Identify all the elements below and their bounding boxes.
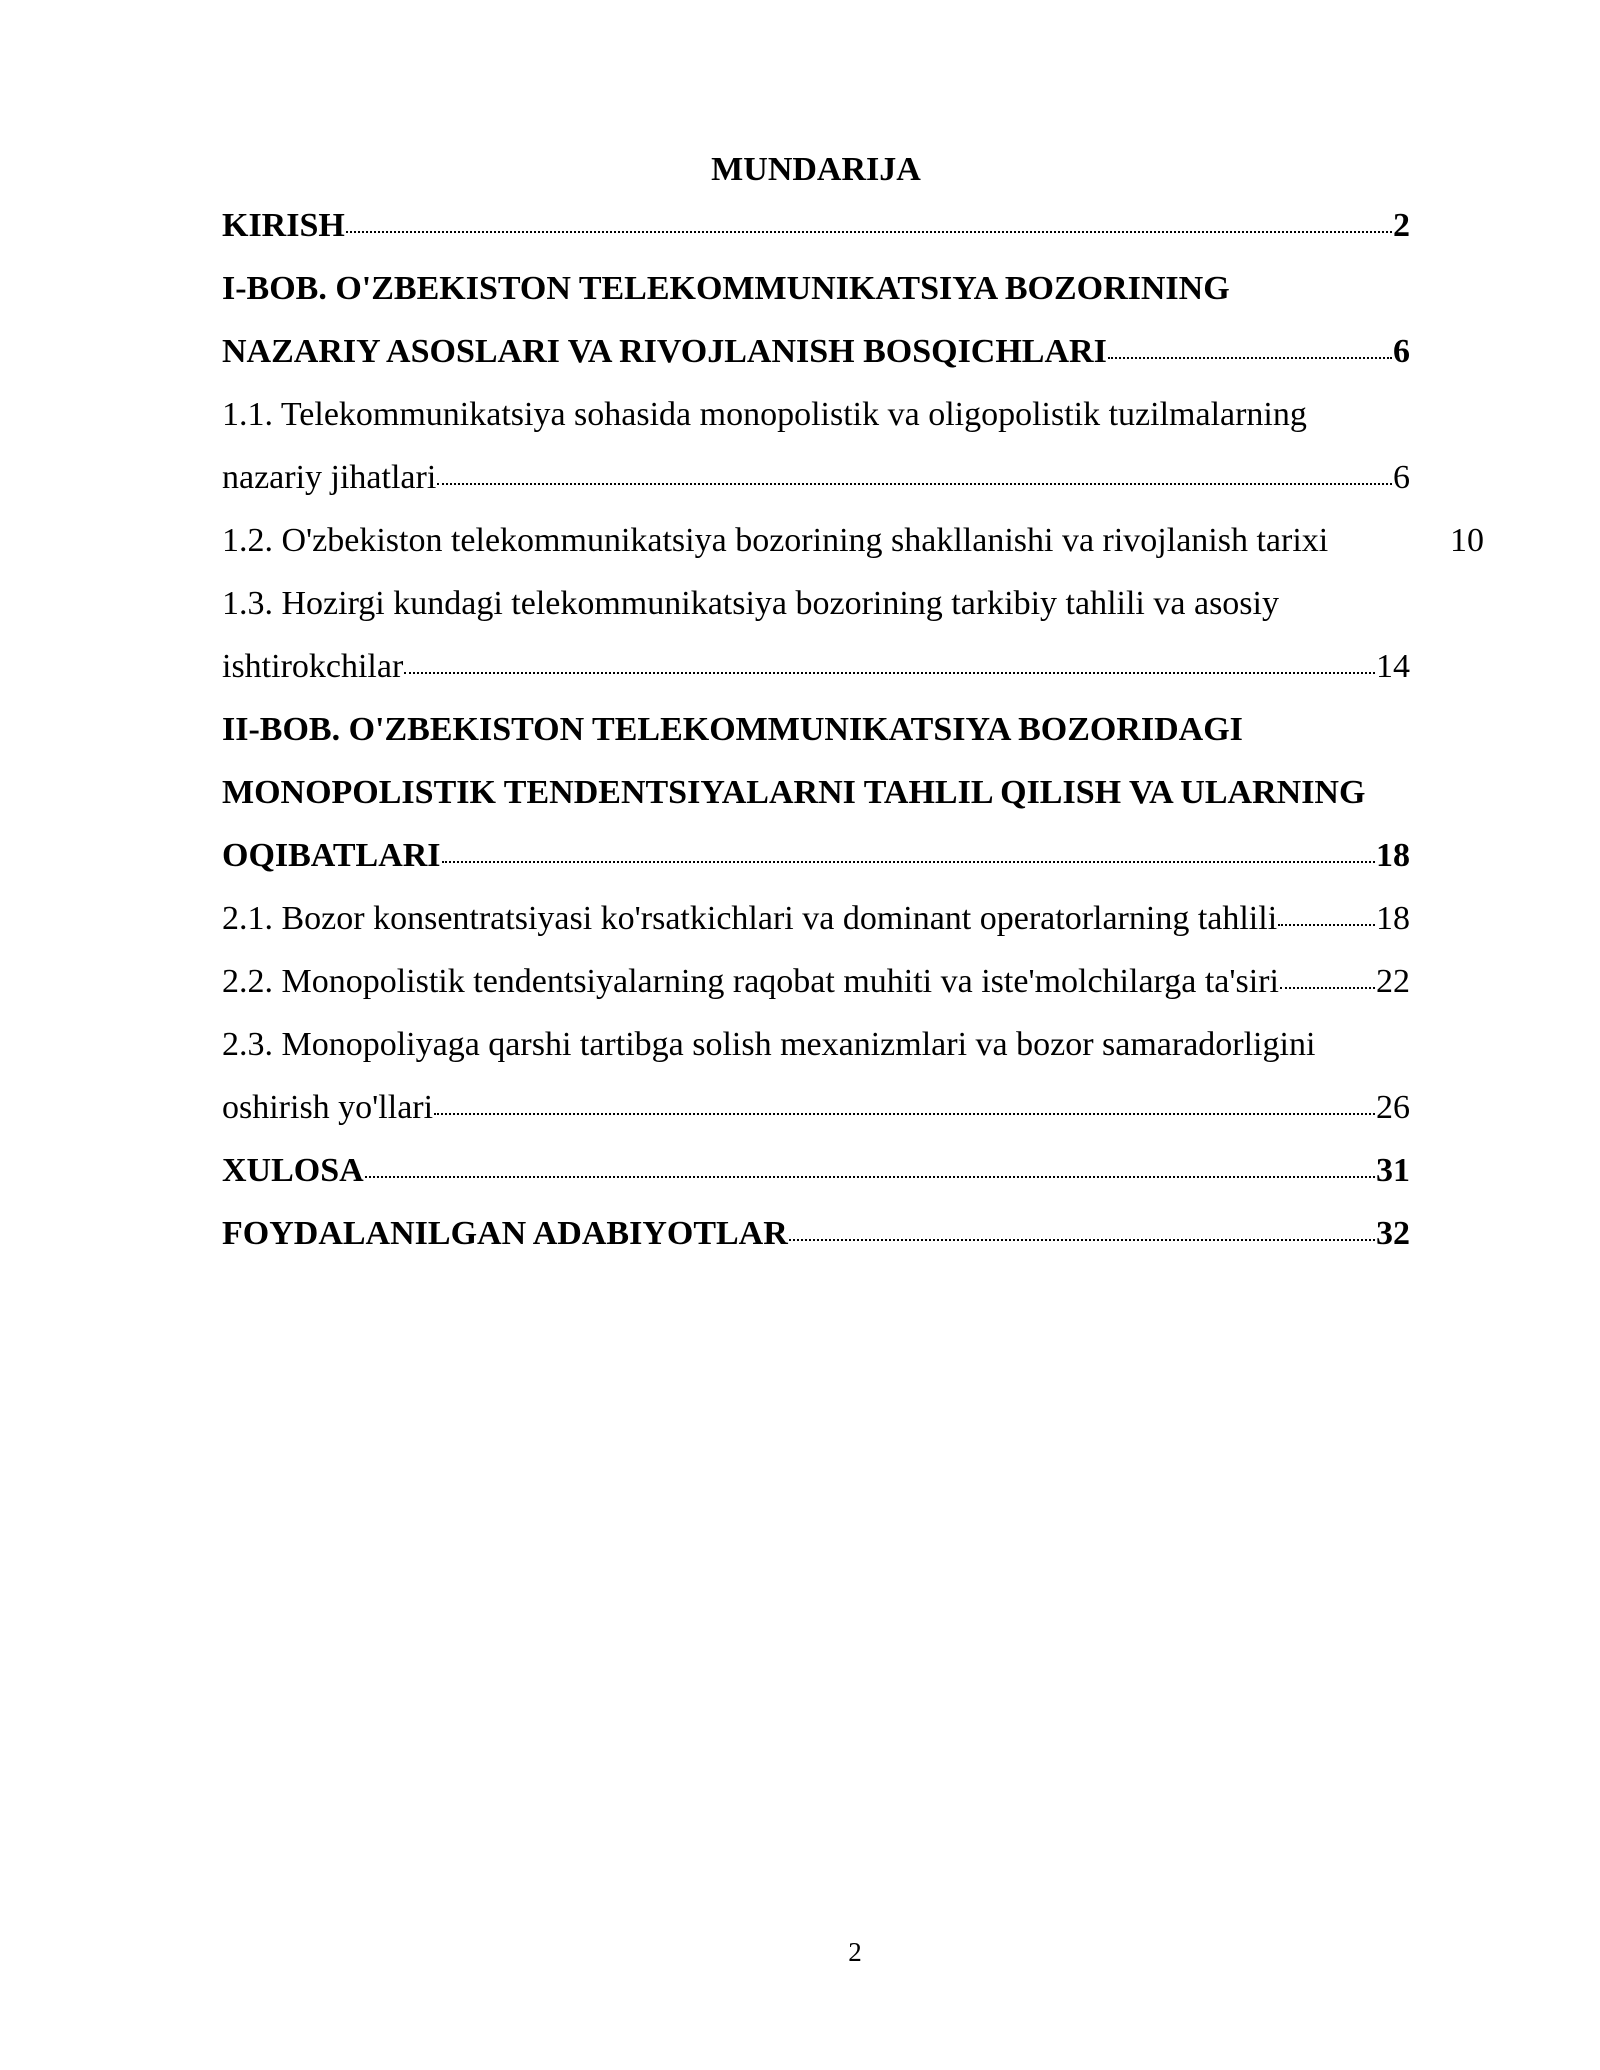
toc-page-number: 6	[1393, 333, 1410, 370]
toc-entry-line	[222, 635, 1410, 698]
toc-page-number: 22	[1376, 963, 1410, 1000]
dot-leader	[442, 861, 1375, 863]
dot-leader	[1280, 987, 1375, 989]
toc-entry-text: MONOPOLISTIK TENDENTSIYALARNI TAHLIL QILISH VA ULARNING	[222, 774, 1366, 811]
toc-title: MUNDARIJA	[711, 151, 921, 188]
toc-page-number: 18	[1376, 900, 1410, 937]
toc-page-number: 6	[1393, 459, 1410, 496]
toc-page-number: 31	[1376, 1152, 1410, 1189]
toc-entry-line	[222, 446, 1410, 509]
toc-entry-text: I-BOB. O'ZBEKISTON TELEKOMMUNIKATSIYA BOZORINING	[222, 270, 1230, 307]
toc-entry-line	[222, 887, 1410, 950]
toc-entry-text: 1.2. O'zbekiston telekommunikatsiya bozorining shakllanishi va rivojlanish tarixi	[222, 522, 1329, 559]
dot-leader	[365, 1176, 1375, 1178]
toc-entry[interactable]	[222, 383, 1422, 509]
toc-entry-text: oshirish yo'llari	[222, 1089, 434, 1126]
toc-entry[interactable]	[222, 194, 1422, 257]
toc-entry-text: nazariy jihatlari	[222, 459, 437, 496]
toc-entry-text: FOYDALANILGAN ADABIYOTLAR	[222, 1215, 788, 1252]
toc-entry-line	[222, 320, 1410, 383]
toc-entry[interactable]	[222, 1202, 1422, 1265]
toc-entry-line	[222, 950, 1410, 1013]
toc-entry-line	[222, 1202, 1410, 1265]
toc-entry[interactable]	[222, 950, 1422, 1013]
toc-entry[interactable]	[222, 257, 1422, 383]
toc-entry[interactable]	[222, 509, 1484, 572]
toc-entry-text: 2.3. Monopoliyaga qarshi tartibga solish mexanizmlari va bozor samaradorligini	[222, 1026, 1316, 1063]
toc-entry[interactable]	[222, 1139, 1422, 1202]
dot-leader	[1278, 924, 1375, 926]
toc-entry-line	[222, 1076, 1410, 1139]
toc-entry[interactable]	[222, 1013, 1422, 1139]
toc-page-number: 10	[1450, 522, 1484, 559]
toc-entry-line	[222, 509, 1484, 572]
toc-entry-text: OQIBATLARI	[222, 837, 441, 874]
toc-page-number: 14	[1376, 648, 1410, 685]
dot-leader	[789, 1239, 1375, 1241]
toc-entry-line	[222, 824, 1410, 887]
toc-entry-text: 1.3. Hozirgi kundagi telekommunikatsiya bozorining tarkibiy tahlili va asosiy	[222, 585, 1279, 622]
toc-entry-text: 2.2. Monopolistik tendentsiyalarning raqobat muhiti va iste'molchilarga ta'siri	[222, 963, 1279, 1000]
dot-leader	[437, 483, 1392, 485]
page-number: 2	[848, 1937, 862, 1967]
toc-entry-text: 2.1. Bozor konsentratsiyasi ko'rsatkichlari va dominant operatorlarning tahlili	[222, 900, 1278, 937]
toc-page-number: 32	[1376, 1215, 1410, 1252]
toc-entry-text: II-BOB. O'ZBEKISTON TELEKOMMUNIKATSIYA BOZORIDAGI	[222, 711, 1243, 748]
toc-entry-text: 1.1. Telekommunikatsiya sohasida monopolistik va oligopolistik tuzilmalarning	[222, 396, 1307, 433]
toc-entry-text: XULOSA	[222, 1152, 364, 1189]
toc-entry[interactable]	[222, 887, 1422, 950]
table-of-contents	[222, 150, 1484, 1265]
toc-page-number: 18	[1376, 837, 1410, 874]
toc-page-number: 26	[1376, 1089, 1410, 1126]
toc-entry[interactable]	[222, 572, 1422, 698]
toc-entry-line	[222, 1139, 1410, 1202]
toc-page-number: 2	[1393, 207, 1410, 244]
toc-entry-text: ishtirokchilar	[222, 648, 404, 685]
toc-list	[222, 194, 1484, 1265]
toc-entry[interactable]	[222, 698, 1422, 887]
toc-entry-text: KIRISH	[222, 207, 345, 244]
toc-entry-text: NAZARIY ASOSLARI VA RIVOJLANISH BOSQICHLARI	[222, 333, 1107, 370]
dot-leader	[404, 672, 1375, 674]
dot-leader	[1108, 357, 1392, 359]
dot-leader	[434, 1113, 1375, 1115]
toc-entry-line	[222, 194, 1410, 257]
dot-leader	[346, 231, 1392, 233]
